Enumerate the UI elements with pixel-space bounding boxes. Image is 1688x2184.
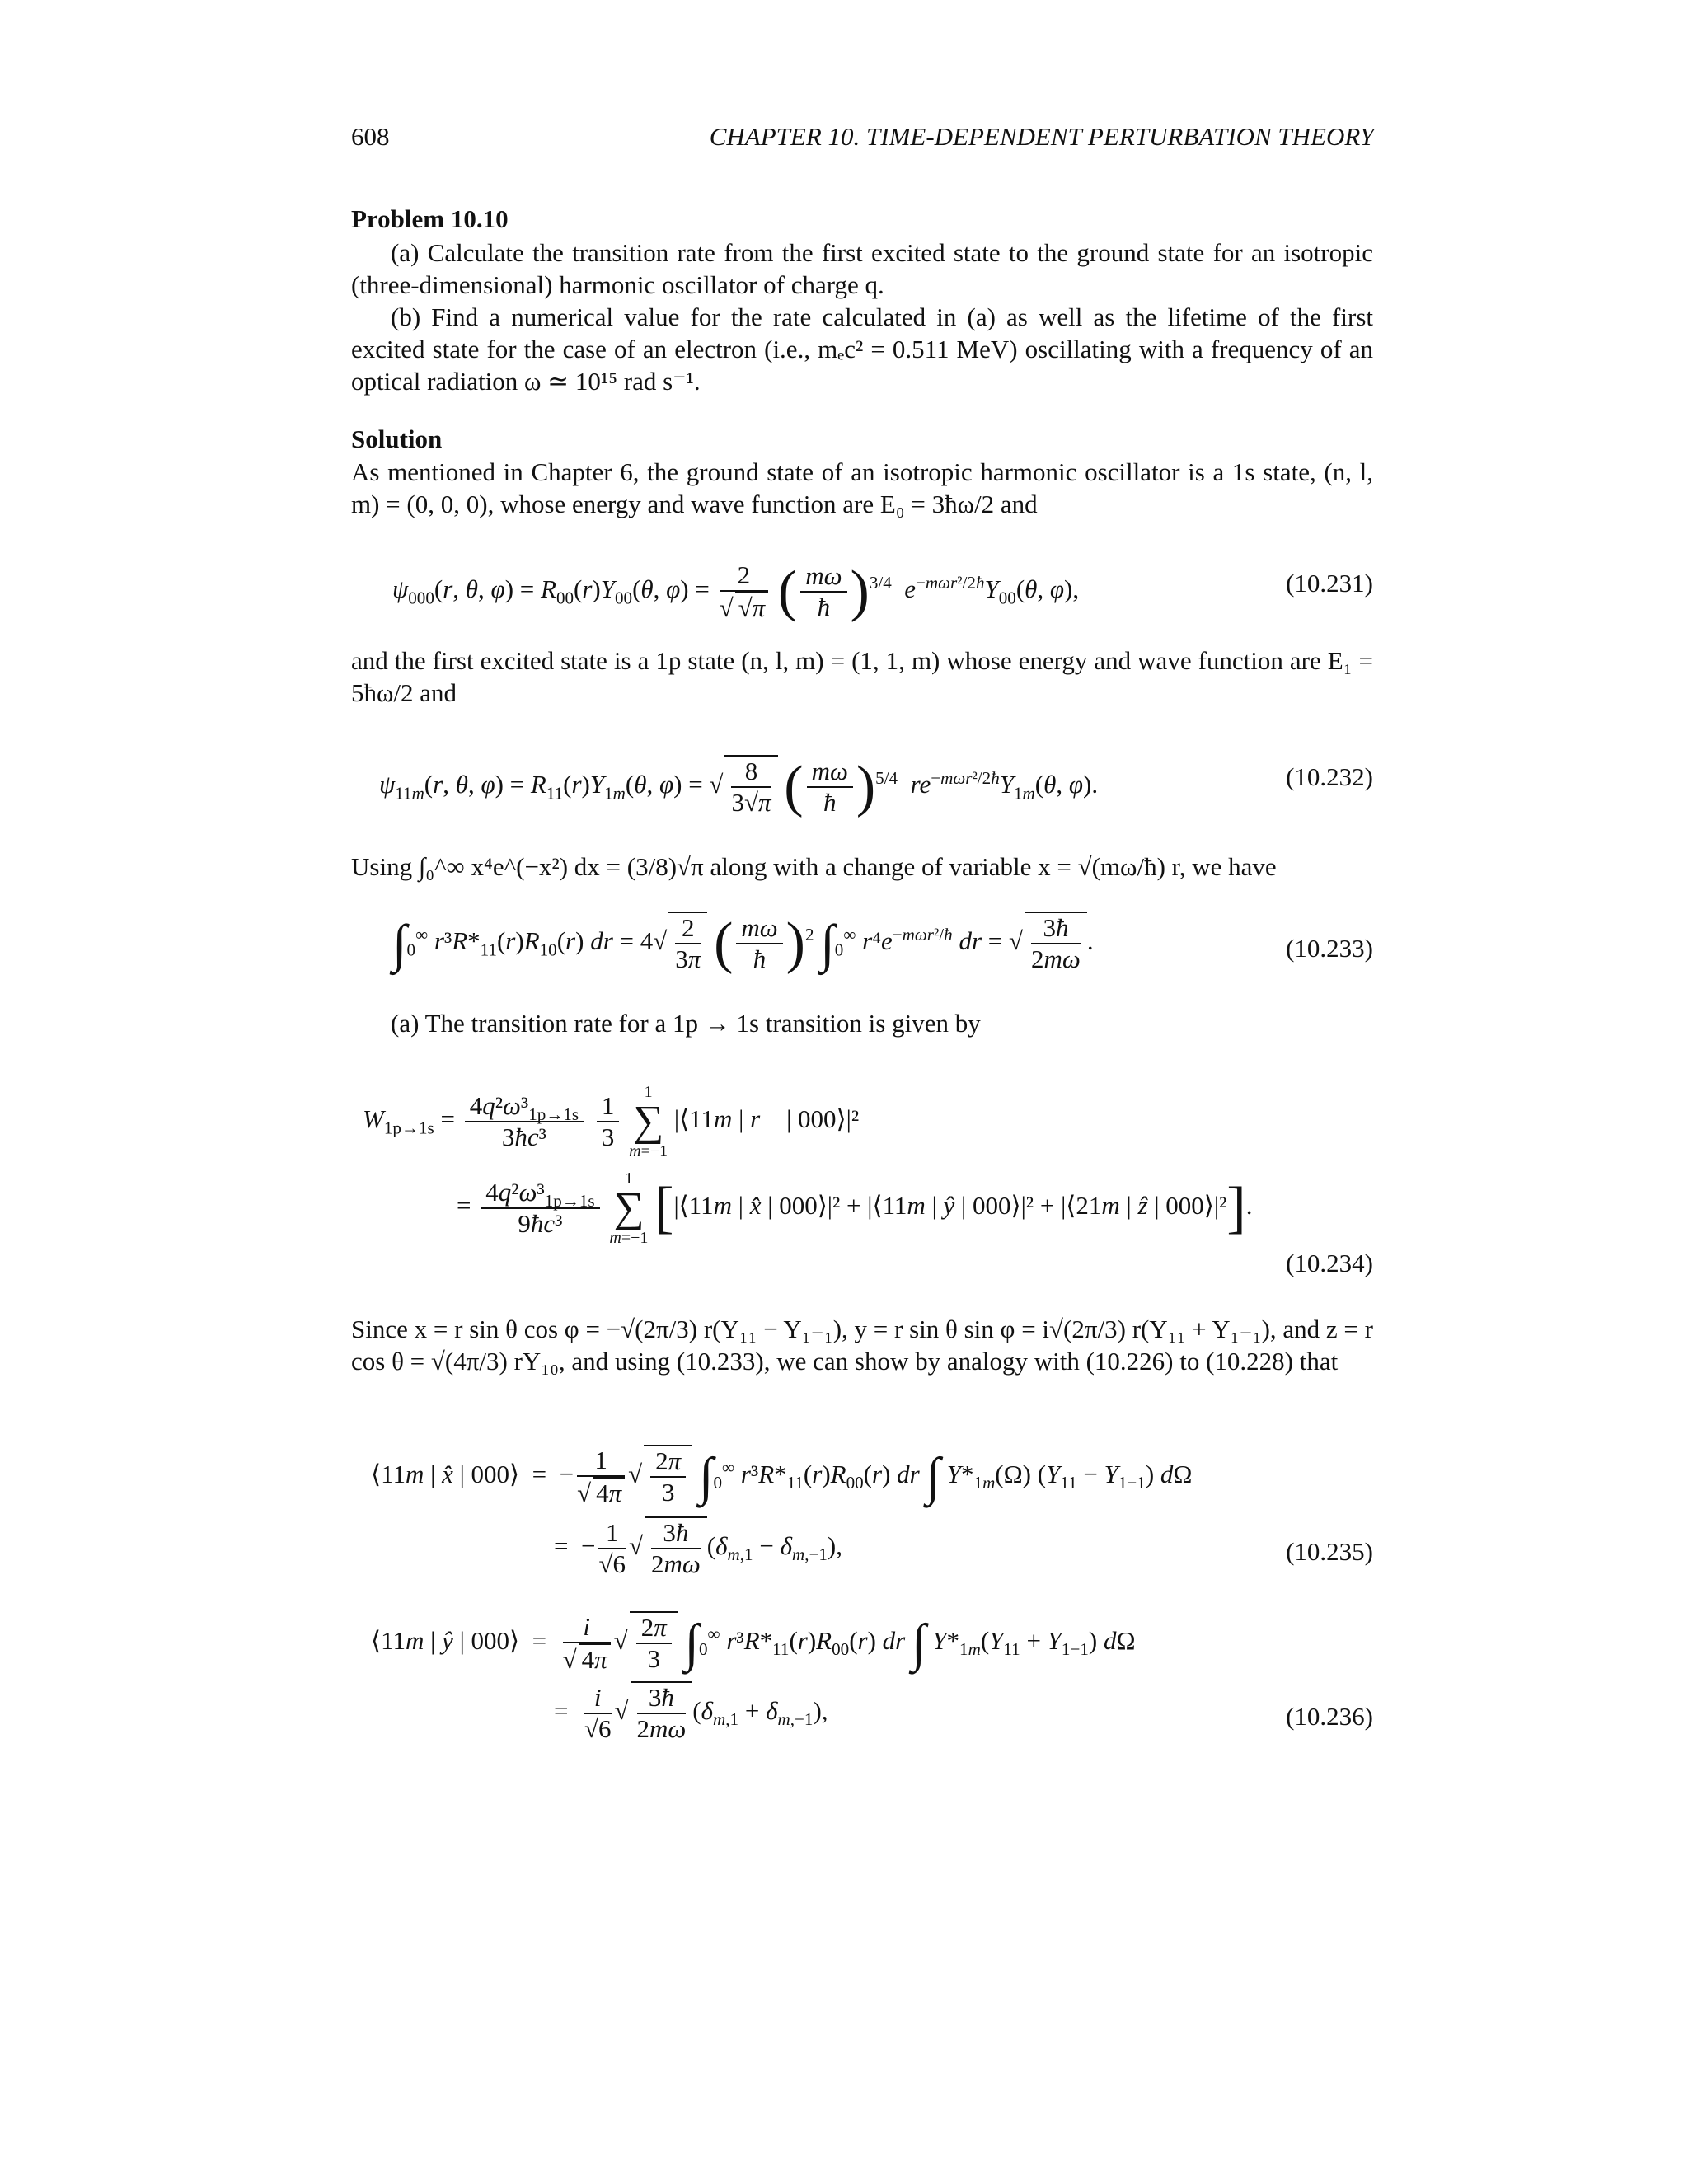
problem-statement: [351, 237, 1373, 397]
equation-10-235: ⟨11m | x̂ | 000⟩ = − $\frac{1}{√ 4\pi}$ √ $\frac{2\pi}{3}$ $\int_0^\infty$ $r^3R*_{11}(r)R_{00}(r)$ dr ∫ $Y*_{1m}(\Omega) (Y_{11} - Y_{1-1})$ dΩ = − $\frac{1}{√6}$ √ $\frac{3ħ}{2m\omega}$ $(\delta_{m,1} - \delta_{m,-1})$, (10.235): [371, 1446, 1373, 1578]
solution-intro: As mentioned in Chapter 6, the ground state of an isotropic harmonic oscillator is a 1s state, (n, l, m) = (0, 0, 0), whose energy and wave function are E₀ = 3ħω/2 and: [351, 457, 1373, 518]
equation-10-234: $W_{1p\to 1s}$ = $\frac{4q^2\omega^3_{1p\to 1s}}{\text{3ħc³}}$ $\frac{1}{3}$ 1 ∑ m=−1 |⟨11m | r⃗ | 000⟩|² = $\frac{4q^2\omega^3_{1p\to 1s}}{\text{9ħc³}}$ 1 ∑ m=−1 [|⟨11m | x̂ | 000⟩|² + |⟨11m | ŷ | 000⟩|² + |⟨21m | ẑ | 000⟩|²]. (10.234): [363, 1083, 1373, 1277]
solution-since-line: Since x = r sin θ cos φ = −√(2π/3) r(Y₁₁ − Y₁₋₁), y = r sin θ sin φ = i√(2π/3) r(Y₁₁ + Y₁₋₁), and z = r cos θ = √(4π/3) rY₁₀, and using (10.233), we can show by analogy with (10.226) to (10.228) that: [351, 1315, 1373, 1376]
equation-10-232: $\psi_{11m}(r$, θ, $\varphi) = R_{11}(r)Y_{1m}(\theta$, φ) = √ $\frac{8}{3√\pi}$ ( $\frac{m\omega}{ħ}$ )$^{5/4}$ $re^{-m\omega r^2/2ħ}Y_{1m}(\theta$, φ). (10.232): [379, 755, 1373, 818]
solution-first-excited: and the first excited state is a 1p state (n, l, m) = (1, 1, m) whose energy and wave function are E₁ = 5ħω/2 and: [351, 646, 1373, 707]
equation-10-233: $\int_0^\infty$ $r^3R*_{11}(r)R_{10}(r)$ dr = 4√ $\frac{2}{3\pi}$ ( $\frac{m\omega}{ħ}$ )$^2$ $\int_0^\infty$ $r^4e^{-m\omega r^2/ħ}$ dr = √ $\frac{3ħ}{2m\omega}$ . (10.233): [392, 912, 1373, 975]
running-title: CHAPTER 10. TIME-DEPENDENT PERTURBATION THEORY: [709, 122, 1374, 151]
equation-number: (10.236): [1286, 1702, 1373, 1731]
problem-part-a: (a) Calculate the transition rate from the first excited state to the ground state for an isotropic (three-dimensional) harmonic oscillator of charge q.: [351, 238, 1373, 299]
equation-number: (10.235): [1286, 1537, 1373, 1566]
problem-title: Problem 10.10: [351, 204, 509, 233]
equation-number: (10.231): [1286, 569, 1373, 598]
equation-number: (10.232): [1286, 762, 1373, 791]
equation-number: (10.234): [1286, 1249, 1373, 1277]
solution-using-line: Using ∫₀^∞ x⁴e^(−x²) dx = (3/8)√π along with a change of variable x = √(mω/ħ) r, we have: [351, 852, 1277, 881]
solution-part-a-line: (a) The transition rate for a 1p → 1s transition is given by: [391, 1009, 981, 1038]
solution-title: Solution: [351, 424, 443, 453]
equation-10-231: $\psi_{000}(r$, θ, $\varphi) = R_{00}(r)Y_{00}(\theta$, φ) = $\frac{2}{√ √\pi}$ ( $\frac{m\omega}{ħ}$ )$^{3/4}$ $e^{-m\omega r^2/2ħ}Y_{00}(\theta$, φ), (10.231): [392, 560, 1373, 623]
equation-10-236: ⟨11m | ŷ | 000⟩ = $\frac{i}{√ 4\pi}$ √ $\frac{2\pi}{3}$ $\int_0^\infty$ $r^3R*_{11}(r)R_{00}(r)$ dr ∫ $Y*_{1m}(Y_{11} + Y_{1-1})$ dΩ = $\frac{i}{√6}$ √ $\frac{3ħ}{2m\omega}$ $(\delta_{m,1} + \delta_{m,-1})$, (10.236): [371, 1612, 1373, 1743]
page-number: 608: [351, 122, 390, 151]
problem-part-b: (b) Find a numerical value for the rate calculated in (a) as well as the lifetime of the first excited state for the case of an electron (i.e., mₑc² = 0.511 MeV) oscillating with a frequency of an optical radiation ω ≃ 10¹⁵ rad s⁻¹.: [351, 302, 1373, 396]
equation-number: (10.233): [1286, 934, 1373, 963]
